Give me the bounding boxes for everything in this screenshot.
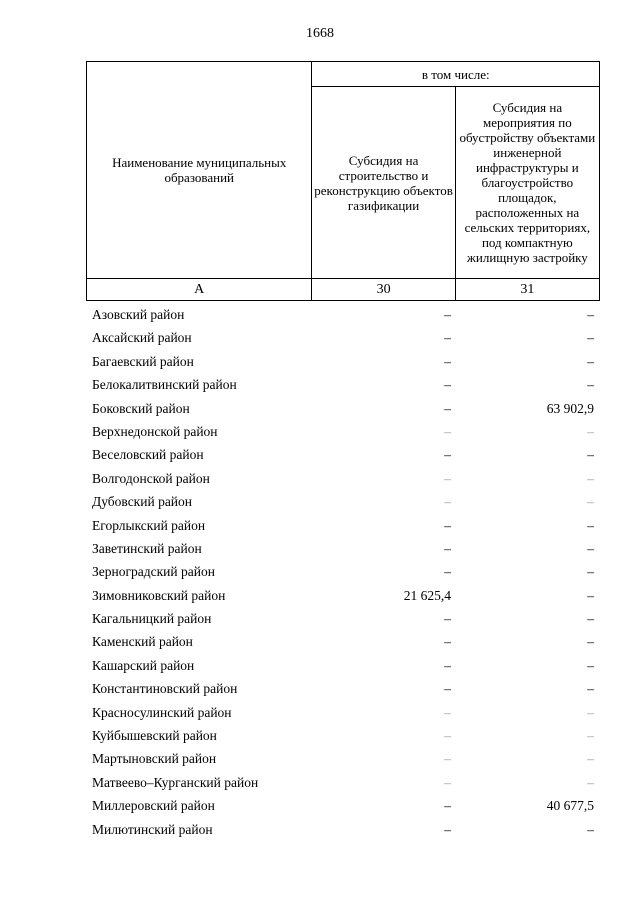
table-row <box>86 678 600 701</box>
table-row <box>86 491 600 514</box>
row-col30: – <box>444 681 451 697</box>
row-name: Каменский район <box>92 634 193 650</box>
table-row <box>86 655 600 678</box>
row-col30: – <box>444 330 451 346</box>
row-col31: – <box>587 611 594 627</box>
row-name: Волгодонской район <box>92 470 210 486</box>
row-col31: – <box>587 704 594 720</box>
row-col31: 40 677,5 <box>546 798 594 814</box>
header-col30-index: 30 <box>312 279 455 301</box>
row-col31: – <box>587 353 594 369</box>
row-col30: – <box>444 751 451 767</box>
header-col30-description: Субсидия на строительство и реконструкцию объектов газификации <box>312 87 455 279</box>
row-col30: – <box>444 377 451 393</box>
row-col31: 63 902,9 <box>546 400 594 416</box>
row-col31: – <box>587 681 594 697</box>
row-col31: – <box>587 377 594 393</box>
row-name: Матвеево–Курганский район <box>92 774 259 790</box>
row-col30: – <box>444 423 451 439</box>
row-name: Верхнедонской район <box>92 423 218 439</box>
table-row <box>86 702 600 725</box>
row-col31: – <box>587 330 594 346</box>
row-name: Азовский район <box>92 307 185 322</box>
row-name: Аксайский район <box>92 330 192 346</box>
row-col30: – <box>444 540 451 556</box>
row-name: Кашарский район <box>92 657 195 673</box>
table-row <box>86 608 600 631</box>
table-row <box>86 748 600 771</box>
table-row <box>86 585 600 608</box>
row-name: Мартыновский район <box>92 751 217 767</box>
row-col31: – <box>587 307 594 322</box>
row-col30: – <box>444 400 451 416</box>
row-name: Кагальницкий район <box>92 611 212 627</box>
table-row <box>86 819 600 842</box>
row-name: Красносулинский район <box>92 704 232 720</box>
row-col30: – <box>444 447 451 463</box>
table-row <box>86 795 600 818</box>
row-col31: – <box>587 587 594 603</box>
row-name: Заветинский район <box>92 540 202 556</box>
row-col30: – <box>444 657 451 673</box>
table-row <box>86 374 600 397</box>
row-col31: – <box>587 634 594 650</box>
row-name: Егорлыкский район <box>92 517 206 533</box>
row-col30: – <box>444 353 451 369</box>
row-col31: – <box>587 517 594 533</box>
table-body <box>86 304 600 842</box>
row-col30: – <box>444 494 451 510</box>
row-name: Зимовниковский район <box>92 587 226 603</box>
table-row <box>86 631 600 654</box>
table-row <box>86 468 600 491</box>
row-col31: – <box>587 657 594 673</box>
header-col31-description: Субсидия на мероприятия по обустройству объектами инженерной инфраструктуры и благоустройство площадок, расположенных на сельских территориях, под компактную жилищную застройку <box>455 87 599 279</box>
row-name: Дубовский район <box>92 494 193 510</box>
row-col31: – <box>587 447 594 463</box>
row-col31: – <box>587 564 594 580</box>
row-col31: – <box>587 540 594 556</box>
row-name: Константиновский район <box>92 681 238 697</box>
row-name: Милютинский район <box>92 821 213 837</box>
row-col30: – <box>444 564 451 580</box>
row-name: Белокалитвинский район <box>92 377 237 393</box>
table-row <box>86 421 600 444</box>
row-col30: – <box>444 517 451 533</box>
table-row <box>86 725 600 748</box>
row-col30: – <box>444 634 451 650</box>
header-name-index: А <box>87 279 312 301</box>
table-row <box>86 772 600 795</box>
row-col30: – <box>444 821 451 837</box>
row-col31: – <box>587 751 594 767</box>
row-col30: 21 625,4 <box>403 587 451 603</box>
row-name: Багаевский район <box>92 353 194 369</box>
row-col31: – <box>587 774 594 790</box>
page-number: 1668 <box>306 26 334 41</box>
table-row <box>86 444 600 467</box>
row-col31: – <box>587 470 594 486</box>
row-col31: – <box>587 494 594 510</box>
row-col31: – <box>587 728 594 744</box>
table-row <box>86 398 600 421</box>
row-col30: – <box>444 704 451 720</box>
row-name: Боковский район <box>92 400 190 416</box>
row-col30: – <box>444 307 451 322</box>
table-row <box>86 515 600 538</box>
row-col30: – <box>444 728 451 744</box>
header-name-column: Наименование муниципальных образований <box>87 62 312 279</box>
row-col31: – <box>587 821 594 837</box>
table-header <box>86 61 600 301</box>
row-name: Веселовский район <box>92 447 204 463</box>
row-col30: – <box>444 798 451 814</box>
table-row <box>86 351 600 374</box>
header-col31-index: 31 <box>455 279 599 301</box>
row-col31: – <box>587 423 594 439</box>
table-row <box>86 538 600 561</box>
header-including: в том числе: <box>312 62 600 87</box>
row-name: Миллеровский район <box>92 798 215 814</box>
table-row <box>86 561 600 584</box>
row-col30: – <box>444 774 451 790</box>
table-row <box>86 304 600 327</box>
row-col30: – <box>444 611 451 627</box>
table-row <box>86 327 600 350</box>
row-col30: – <box>444 470 451 486</box>
row-name: Куйбышевский район <box>92 728 217 744</box>
row-name: Зерноградский район <box>92 564 215 580</box>
